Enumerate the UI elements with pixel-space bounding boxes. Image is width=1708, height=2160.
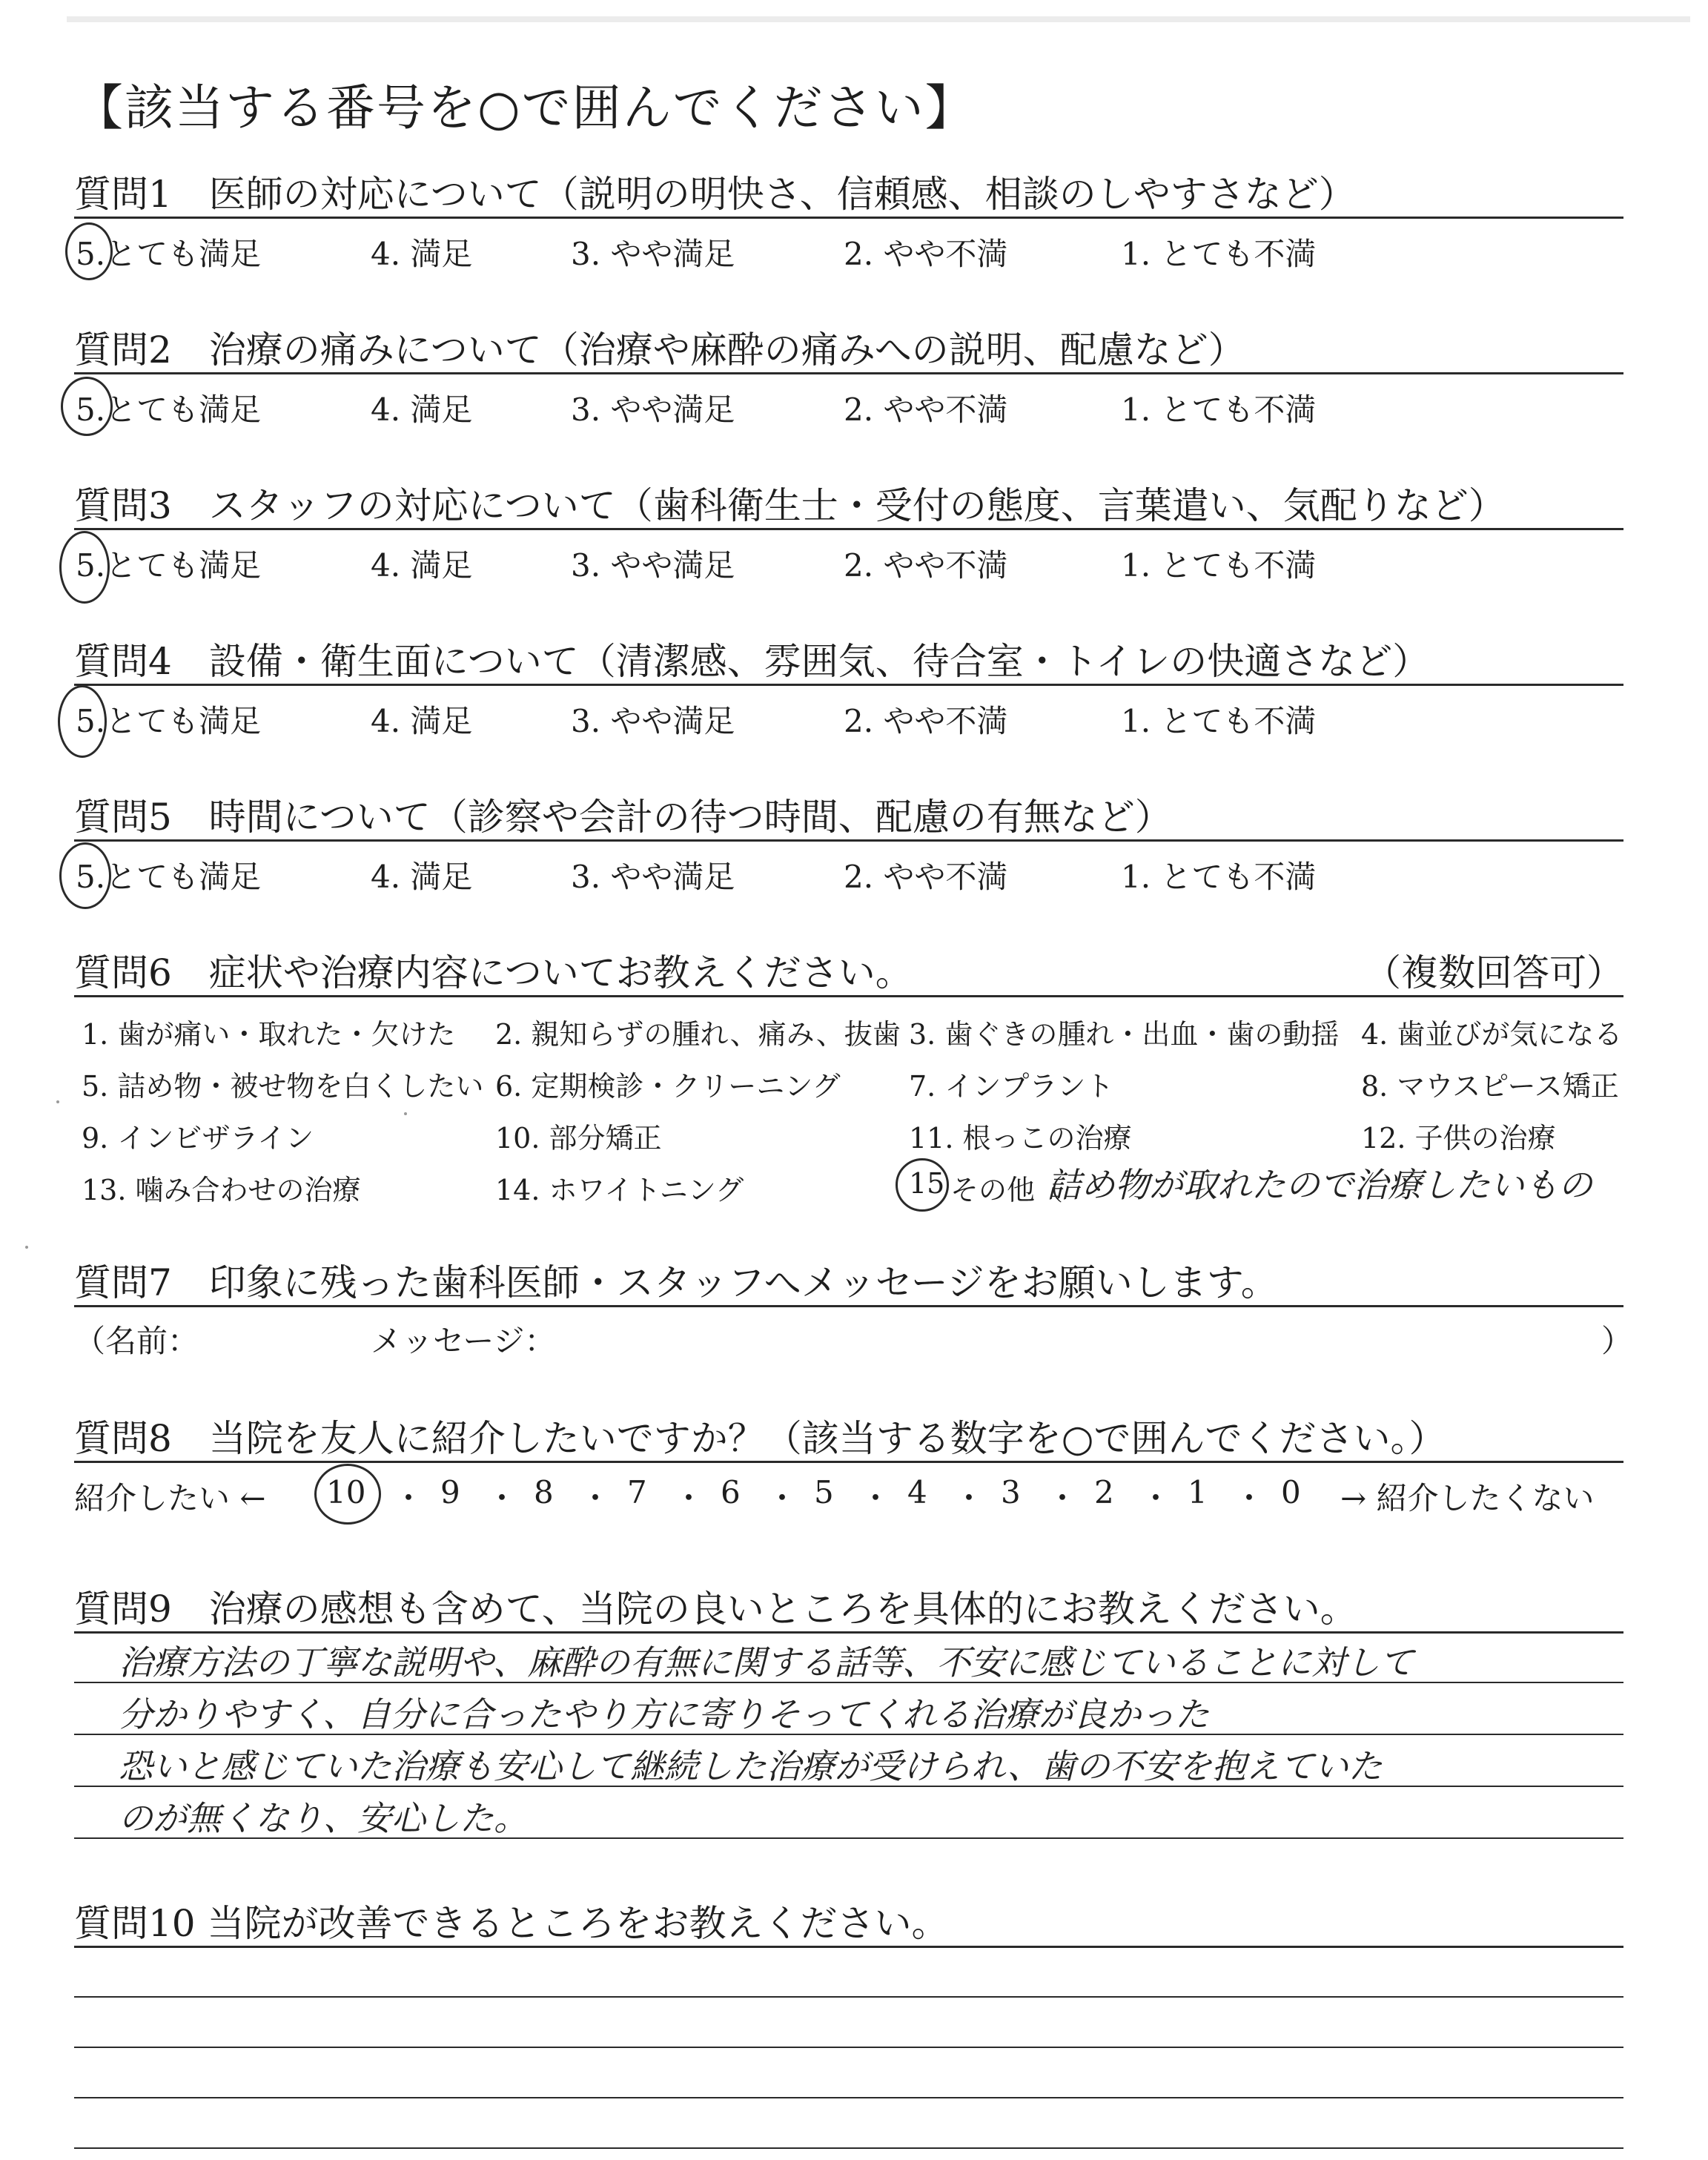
q2-selection-circle xyxy=(61,377,113,436)
question-10-rule-1 xyxy=(74,1946,1623,1948)
question-5-label: 質問5 時間について（診察や会計の待つ時間、配慮の有無など） xyxy=(74,796,1172,839)
q3-option-1[interactable]: 1. とても不満 xyxy=(1121,547,1317,584)
scan-speck xyxy=(404,1112,407,1115)
question-3-rule xyxy=(74,528,1623,530)
question-8-rule xyxy=(74,1461,1623,1463)
q2-option-3[interactable]: 3. やや満足 xyxy=(571,392,735,428)
q8-dot: ・ xyxy=(673,1480,705,1516)
q6-option-13[interactable]: 13. 噛み合わせの治療 xyxy=(82,1174,361,1206)
scan-speck xyxy=(56,1100,59,1103)
scan-speck xyxy=(25,1246,28,1249)
q6-other-answer[interactable]: 詰め物が取れたので治療したいもの xyxy=(1047,1165,1592,1205)
question-1-rule xyxy=(74,217,1623,219)
q1-option-4[interactable]: 4. 満足 xyxy=(371,236,473,272)
q8-dot: ・ xyxy=(580,1480,612,1516)
q8-dot: ・ xyxy=(393,1480,425,1516)
q8-selection-circle xyxy=(314,1464,381,1525)
q6-option-14[interactable]: 14. ホワイトニング xyxy=(495,1174,744,1206)
q9-answer-line-3: 恐いと感じていた治療も安心して継続した治療が受けられ、歯の不安を抱えていた xyxy=(119,1746,1383,1786)
q5-option-4[interactable]: 4. 満足 xyxy=(371,859,473,895)
q4-option-1[interactable]: 1. とても不満 xyxy=(1121,703,1317,739)
q6-option-15-label: その他（ xyxy=(950,1174,1064,1206)
q3-option-2[interactable]: 2. やや不満 xyxy=(844,547,1008,584)
q8-score-7[interactable]: 7 xyxy=(627,1474,647,1510)
q6-option-8[interactable]: 8. マウスピース矯正 xyxy=(1361,1070,1619,1103)
q6-option-5[interactable]: 5. 詰め物・被せ物を白くしたい xyxy=(82,1070,484,1103)
q8-score-1[interactable]: 1 xyxy=(1188,1474,1208,1510)
q4-option-3[interactable]: 3. やや満足 xyxy=(571,703,735,739)
q8-score-0[interactable]: 0 xyxy=(1281,1474,1301,1510)
q8-score-4[interactable]: 4 xyxy=(907,1474,927,1510)
q10-answer-area[interactable] xyxy=(74,1950,1623,2143)
q7-message-label: メッセージ： xyxy=(371,1323,556,1359)
q6-option-10[interactable]: 10. 部分矯正 xyxy=(495,1122,662,1155)
q7-name-label: （名前： xyxy=(74,1323,199,1359)
q1-option-3[interactable]: 3. やや満足 xyxy=(571,236,735,272)
question-8-label: 質問8 当院を友人に紹介したいですか？（該当する数字を○で囲んでください。） xyxy=(74,1417,1446,1460)
question-6-note: （複数回答可） xyxy=(1364,951,1623,994)
q7-name-field[interactable] xyxy=(222,1317,356,1354)
question-9-label: 質問9 治療の感想も含めて、当院の良いところを具体的にお教えください。 xyxy=(74,1588,1357,1631)
q6-option-1[interactable]: 1. 歯が痛い・取れた・欠けた xyxy=(82,1018,456,1051)
q8-left-label: 紹介したい ← xyxy=(74,1480,266,1516)
q3-option-3[interactable]: 3. やや満足 xyxy=(571,547,735,584)
q9-answer-line-2: 分かりやすく、自分に合ったやり方に寄りそってくれる治療が良かった xyxy=(119,1694,1210,1734)
q2-option-2[interactable]: 2. やや不満 xyxy=(844,392,1008,428)
q8-score-10[interactable]: 10 xyxy=(326,1474,366,1510)
q2-option-4[interactable]: 4. 満足 xyxy=(371,392,473,428)
q1-selection-circle xyxy=(65,222,113,280)
question-10-label: 質問10 当院が改善できるところをお教えください。 xyxy=(74,1902,949,1945)
q8-dot: ・ xyxy=(1140,1480,1172,1516)
q8-dot: ・ xyxy=(953,1480,985,1516)
q6-option-4[interactable]: 4. 歯並びが気になる xyxy=(1361,1018,1623,1051)
question-1-label: 質問1 医師の対応について（説明の明快さ、信頼感、相談のしやすさなど） xyxy=(74,173,1356,216)
q8-score-8[interactable]: 8 xyxy=(534,1474,554,1510)
q6-option-2[interactable]: 2. 親知らずの腫れ、痛み、抜歯 xyxy=(495,1018,901,1051)
q6-option-12[interactable]: 12. 子供の治療 xyxy=(1361,1122,1556,1155)
q8-score-5[interactable]: 5 xyxy=(814,1474,834,1510)
q4-option-5[interactable]: 5.とても満足 xyxy=(76,703,262,739)
q2-option-1[interactable]: 1. とても不満 xyxy=(1121,392,1317,428)
q4-option-4[interactable]: 4. 満足 xyxy=(371,703,473,739)
q5-option-2[interactable]: 2. やや不満 xyxy=(844,859,1008,895)
q6-option-11[interactable]: 11. 根っこの治療 xyxy=(909,1122,1132,1155)
q1-option-1[interactable]: 1. とても不満 xyxy=(1121,236,1317,272)
q4-selection-circle xyxy=(58,685,107,758)
question-4-label: 質問4 設備・衛生面について（清潔感、雰囲気、待合室・トイレの快適さなど） xyxy=(74,640,1430,683)
q4-option-2[interactable]: 2. やや不満 xyxy=(844,703,1008,739)
q3-option-5[interactable]: 5.とても満足 xyxy=(76,547,262,584)
question-10-rule-5 xyxy=(74,2147,1623,2149)
question-6-rule xyxy=(74,995,1623,997)
q9-answer-line-1: 治療方法の丁寧な説明や、麻酔の有無に関する話等、不安に感じていることに対して xyxy=(119,1642,1414,1682)
question-3-label: 質問3 スタッフの対応について（歯科衛生士・受付の態度、言葉遣い、気配りなど） xyxy=(74,484,1506,527)
q8-score-2[interactable]: 2 xyxy=(1094,1474,1114,1510)
q5-option-5[interactable]: 5.とても満足 xyxy=(76,859,262,895)
form-title: 【該当する番号を○で囲んでください】 xyxy=(74,79,976,136)
q1-option-5[interactable]: 5.とても満足 xyxy=(76,236,262,272)
q8-score-3[interactable]: 3 xyxy=(1001,1474,1021,1510)
q5-option-3[interactable]: 3. やや満足 xyxy=(571,859,735,895)
question-9-rule-1 xyxy=(74,1631,1623,1634)
q3-selection-circle xyxy=(59,531,110,604)
q6-option-9[interactable]: 9. インビザライン xyxy=(82,1122,314,1155)
q6-option-15-number[interactable]: 15 xyxy=(909,1167,945,1200)
q6-selection-circle xyxy=(896,1158,949,1212)
q8-dot: ・ xyxy=(860,1480,892,1516)
scan-edge xyxy=(67,16,1690,22)
question-4-rule xyxy=(74,684,1623,686)
q5-option-1[interactable]: 1. とても不満 xyxy=(1121,859,1317,895)
question-5-rule xyxy=(74,839,1623,842)
q1-option-2[interactable]: 2. やや不満 xyxy=(844,236,1008,272)
q7-close-paren: ） xyxy=(1601,1323,1633,1359)
q6-option-6[interactable]: 6. 定期検診・クリーニング xyxy=(495,1070,841,1103)
question-7-label: 質問7 印象に残った歯科医師・スタッフへメッセージをお願いします。 xyxy=(74,1261,1278,1304)
q8-dot: ・ xyxy=(486,1480,518,1516)
q8-right-label: → 紹介したくない xyxy=(1340,1480,1595,1516)
question-6-label: 質問6 症状や治療内容についてお教えください。 xyxy=(74,951,913,994)
q7-message-field[interactable] xyxy=(563,1317,1586,1354)
q8-dot: ・ xyxy=(1234,1480,1265,1516)
q9-answer-line-4: のが無くなり、安心した。 xyxy=(119,1798,528,1838)
q5-selection-circle xyxy=(59,842,111,909)
q3-option-4[interactable]: 4. 満足 xyxy=(371,547,473,584)
q6-option-7[interactable]: 7. インプラント xyxy=(909,1070,1114,1103)
q2-option-5[interactable]: 5.とても満足 xyxy=(76,392,262,428)
q8-score-9[interactable]: 9 xyxy=(440,1474,460,1510)
q8-dot: ・ xyxy=(1047,1480,1079,1516)
question-2-rule xyxy=(74,372,1623,374)
question-2-label: 質問2 治療の痛みについて（治療や麻酔の痛みへの説明、配慮など） xyxy=(74,328,1245,371)
q6-option-3[interactable]: 3. 歯ぐきの腫れ・出血・歯の動揺 xyxy=(909,1018,1340,1051)
question-7-rule xyxy=(74,1305,1623,1307)
q8-dot: ・ xyxy=(767,1480,798,1516)
q8-score-6[interactable]: 6 xyxy=(721,1474,741,1510)
